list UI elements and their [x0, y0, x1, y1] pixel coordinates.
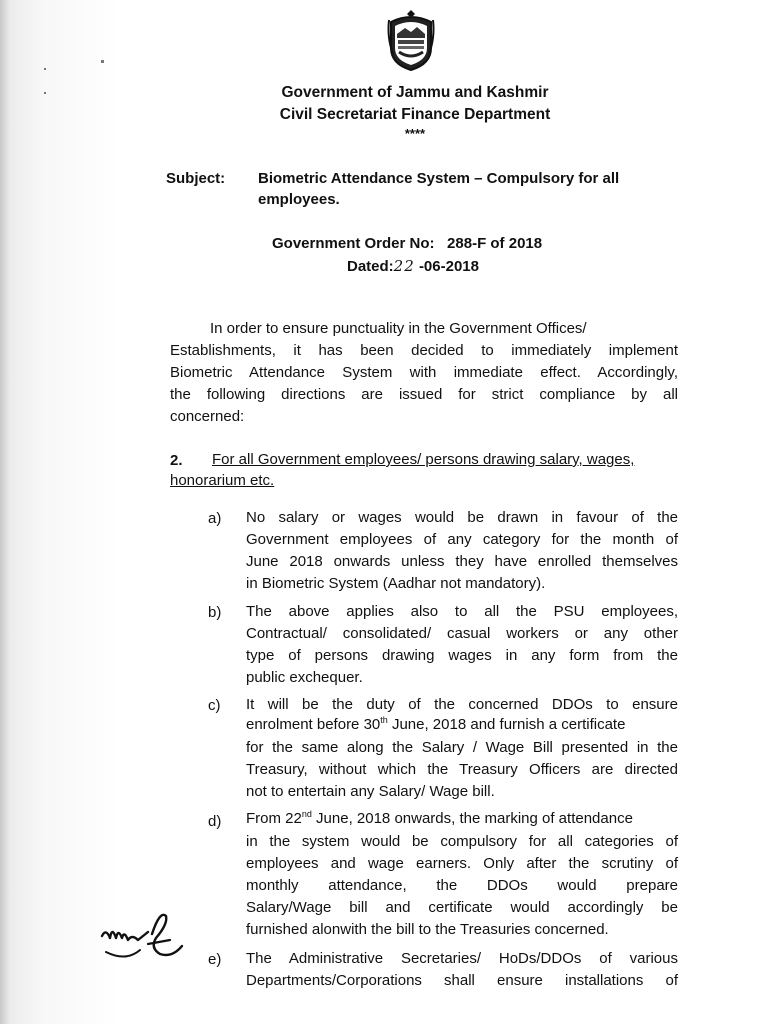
order-label: Government Order No:: [272, 235, 435, 252]
subject-line-1: Biometric Attendance System – Compulsory for all: [258, 170, 620, 187]
subject-line-2: employees.: [258, 191, 340, 208]
item-d-superscript: nd: [301, 809, 312, 819]
item-b-line: Contractual/ consolidated/ casual workers or any other: [246, 625, 678, 642]
dated-rest: -06-2018: [418, 258, 479, 275]
item-a-line: in Biometric System (Aadhar not mandatory).: [246, 575, 546, 592]
dated-label: Dated:: [347, 258, 394, 275]
intro-line-5: concerned:: [170, 408, 245, 425]
item-c-text: June, 2018 and furnish a certificate: [387, 716, 626, 733]
item-e-line: The Administrative Secretaries/ HoDs/DDOs of various: [246, 950, 678, 967]
item-d-line: Salary/Wage bill and certificate would accordingly be: [246, 899, 678, 916]
scan-speck: [44, 68, 46, 70]
scan-speck: [101, 60, 104, 63]
header-department: Civil Secretariat Finance Department: [279, 106, 551, 123]
item-e-label: e): [208, 951, 222, 968]
item-c-superscript: th: [380, 715, 388, 725]
item-b-line: type of persons drawing wages in any form from the: [246, 647, 678, 664]
state-emblem-icon: [385, 8, 437, 72]
item-a-label: a): [208, 510, 222, 527]
dated-day-handwritten: 22: [393, 257, 415, 275]
intro-line-2: Establishments, it has been decided to immediately implement: [170, 342, 678, 359]
order-number: 288-F of 2018: [447, 235, 543, 252]
item-d-line: [246, 810, 678, 827]
subject-label: Subject:: [166, 170, 226, 187]
item-d-text: June, 2018 onwards, the marking of attendance: [311, 810, 633, 827]
item-d-line: furnished alonwith the bill to the Treasuries concerned.: [246, 921, 609, 938]
item-c-label: c): [208, 697, 221, 714]
item-c-line: [246, 716, 678, 733]
item-a-line: No salary or wages would be drawn in favour of the: [246, 509, 678, 526]
item-a-line: Government employees of any category for the month of: [246, 531, 678, 548]
item-b-label: b): [208, 604, 222, 621]
item-b-line: public exchequer.: [246, 669, 363, 686]
section-2-number: 2.: [170, 452, 183, 469]
header-government: Government of Jammu and Kashmir: [281, 84, 549, 101]
item-d-line: employees and wage earners. Only after the scrutiny of: [246, 855, 678, 872]
section-2-heading-line-2: honorarium etc.: [170, 472, 275, 489]
intro-line-4: the following directions are issued for strict compliance by all: [170, 386, 678, 403]
section-2-heading-line-1: For all Government employees/ persons drawing salary, wages,: [212, 451, 635, 468]
order-date-line: [347, 257, 479, 275]
item-e-line: Departments/Corporations shall ensure installations of: [246, 972, 678, 989]
item-d-line: in the system would be compulsory for all categories of: [246, 833, 678, 850]
item-c-line: not to entertain any Salary/ Wage bill.: [246, 783, 495, 800]
item-c-line: It will be the duty of the concerned DDOs to ensure: [246, 696, 678, 713]
header-stars: ****: [404, 126, 426, 141]
handwritten-signature: [96, 904, 192, 968]
item-d-line: monthly attendance, the DDOs would prepare: [246, 877, 678, 894]
order-number-line: [272, 235, 542, 252]
item-c-text: enrolment before 30: [246, 716, 381, 733]
intro-line-1: In order to ensure punctuality in the Government Offices/: [210, 320, 587, 337]
item-d-text: From 22: [246, 810, 302, 827]
item-a-line: June 2018 onwards unless they have enrolled themselves: [246, 553, 678, 570]
item-c-line: Treasury, without which the Treasury Officers are directed: [246, 761, 678, 778]
item-d-label: d): [208, 813, 222, 830]
item-c-line: for the same along the Salary / Wage Bill presented in the: [246, 739, 678, 756]
item-b-line: The above applies also to all the PSU employees,: [246, 603, 678, 620]
scan-speck: [44, 92, 46, 94]
intro-line-3: Biometric Attendance System with immediate effect. Accordingly,: [170, 364, 678, 381]
